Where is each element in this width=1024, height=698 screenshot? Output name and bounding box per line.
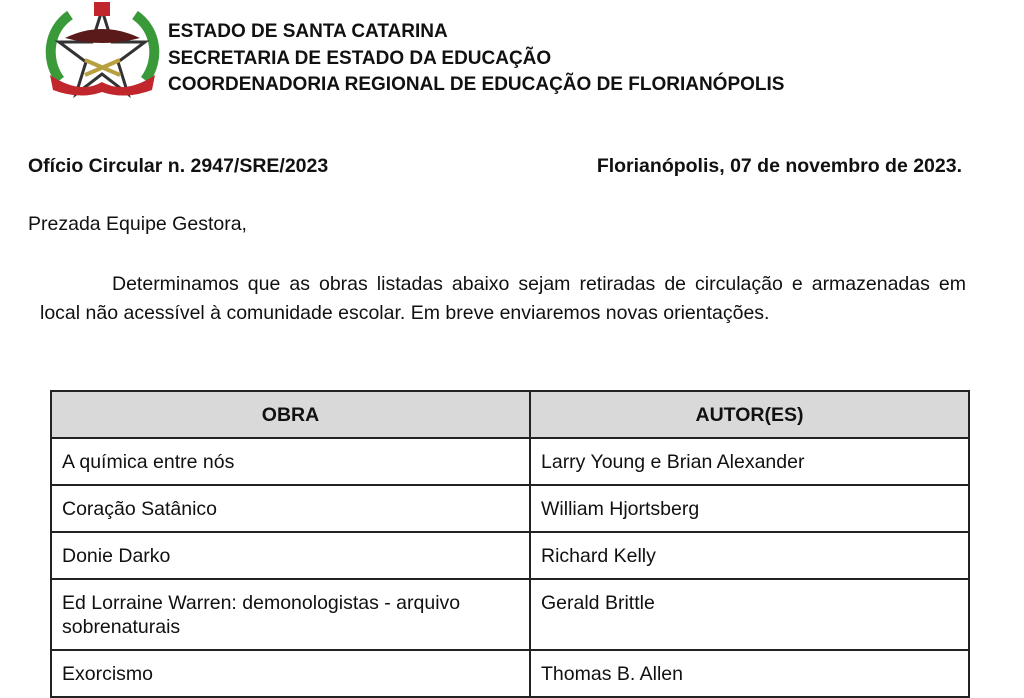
book-author: Larry Young e Brian Alexander bbox=[530, 438, 969, 485]
book-author: William Hjortsberg bbox=[530, 485, 969, 532]
state-coat-of-arms bbox=[40, 0, 165, 102]
book-title: A química entre nós bbox=[51, 438, 530, 485]
book-title: Coração Satânico bbox=[51, 485, 530, 532]
letterhead bbox=[168, 19, 784, 99]
book-title: Donie Darko bbox=[51, 532, 530, 579]
table-row bbox=[51, 532, 969, 579]
document-date: Florianópolis, 07 de novembro de 2023. bbox=[596, 155, 962, 177]
column-header-autores: AUTOR(ES) bbox=[530, 391, 969, 438]
letterhead-line: COORDENADORIA REGIONAL DE EDUCAÇÃO DE FLORIANÓPOLIS bbox=[168, 74, 785, 95]
document-reference: Ofício Circular n. 2947/SRE/2023 bbox=[28, 155, 329, 177]
table-row bbox=[51, 438, 969, 485]
books-table bbox=[50, 390, 970, 698]
book-author: Gerald Brittle bbox=[530, 579, 969, 650]
column-header-obra: OBRA bbox=[51, 391, 530, 438]
book-author: Thomas B. Allen bbox=[530, 650, 969, 697]
book-title: Ed Lorraine Warren: demonologistas - arquivo sobrenaturais bbox=[51, 579, 530, 650]
table-header-row bbox=[51, 391, 969, 438]
table-row bbox=[51, 485, 969, 532]
book-title: Exorcismo bbox=[51, 650, 530, 697]
table-row bbox=[51, 650, 969, 697]
body-paragraph: Determinamos que as obras listadas abaixo sejam retiradas de circulação e armazenadas em local não acessível à comunidade escolar. Em breve enviaremos novas orientações. bbox=[40, 273, 966, 324]
table-row bbox=[51, 579, 969, 650]
letterhead-line: ESTADO DE SANTA CATARINA bbox=[168, 21, 448, 42]
book-author: Richard Kelly bbox=[530, 532, 969, 579]
greeting: Prezada Equipe Gestora, bbox=[28, 213, 247, 235]
letterhead-line: SECRETARIA DE ESTADO DA EDUCAÇÃO bbox=[168, 47, 552, 69]
